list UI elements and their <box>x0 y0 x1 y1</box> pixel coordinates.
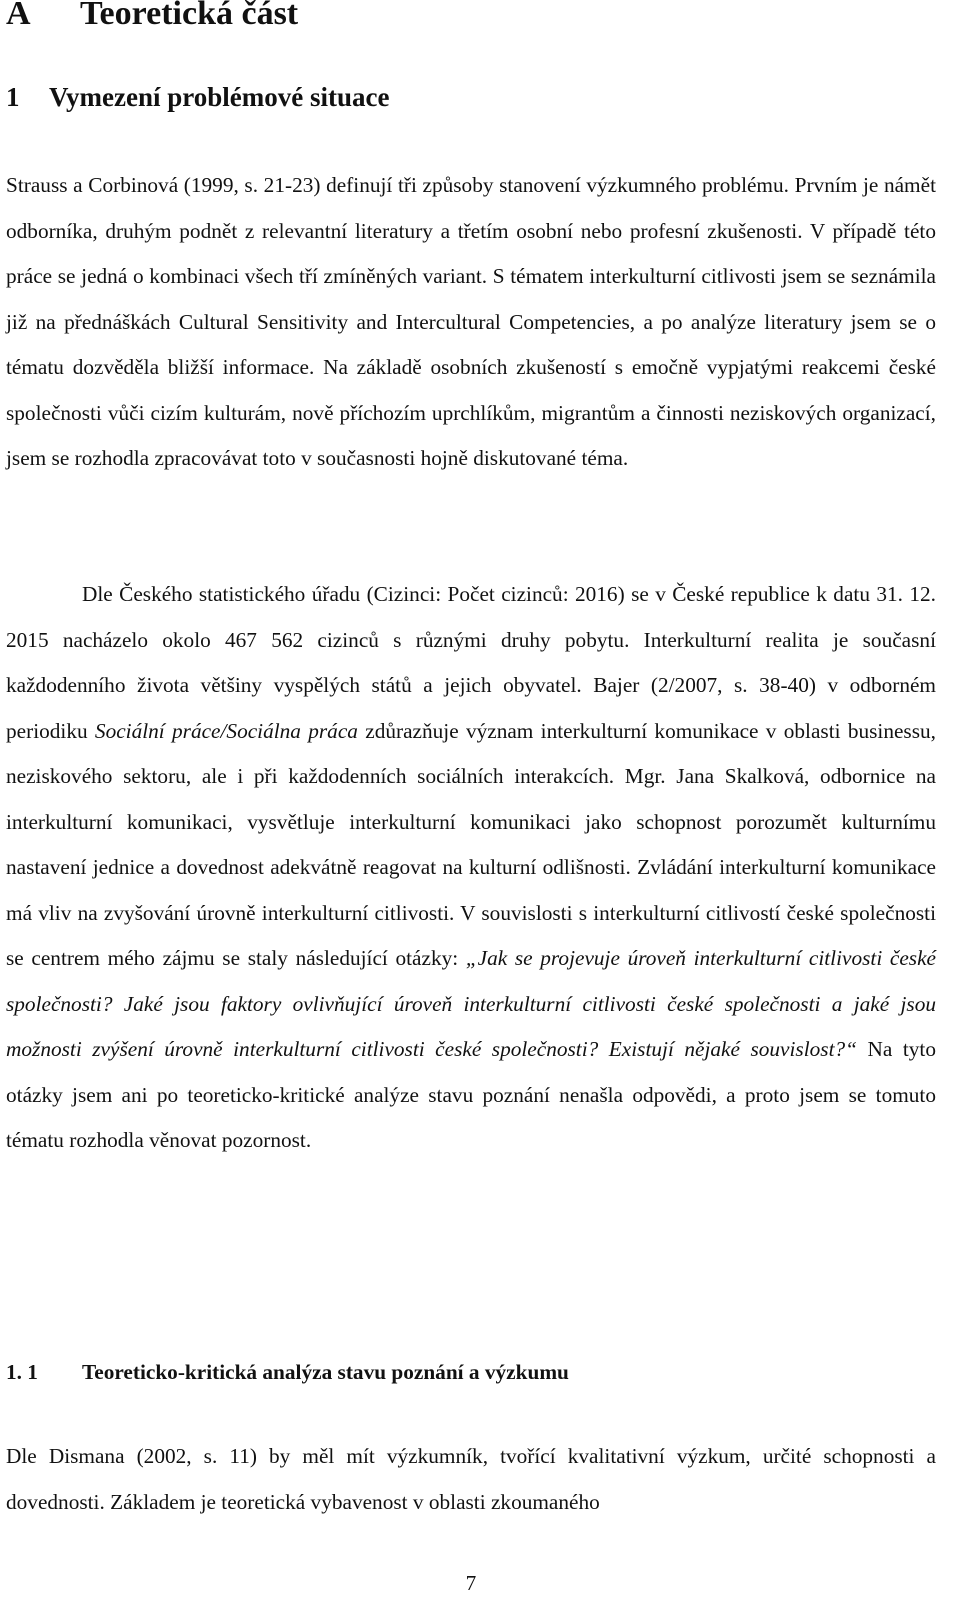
paragraph-disman: Dle Dismana (2002, s. 11) by měl mít výzkumník, tvořící kvalitativní výzkum, určité schopnosti a dovednosti. Základem je teoretická vybavenost v oblasti zkoumaného <box>6 1444 936 1514</box>
paragraph-statistics-text-c: Na tyto otázky jsem ani po teoreticko-kritické analýze stavu poznání nenašla odpovědi, a proto jsem se tomuto tématu rozhodla věnovat pozornost. <box>6 1037 936 1152</box>
part-heading <box>6 0 298 34</box>
paragraph-statistics-text-b: zdůrazňuje význam interkulturní komunikace v oblasti businessu, neziskového sektoru, ale i při každodenních sociálních interakcích. Mgr. Jana Skalková, odbornice na interkulturní komunikaci, vysvětluje interkulturní komunikaci jako schopnost porozumět kulturnímu nastavení jednice a dovednost adekvátně reagovat na kulturní odlišnosti. Zvládání interkulturní komunikace má vliv na zvyšování úrovně interkulturní citlivosti. V souvislosti s interkulturní citlivostí české společnosti se centrem mého zájmu se staly následující otázky: <box>6 718 936 970</box>
periodical-title: Sociální práce/Sociálna práca <box>94 718 358 743</box>
part-number: A <box>6 0 31 32</box>
paragraph-statistics-text-a: Dle Českého statistického úřadu (Cizinci: Počet cizinců: 2016) se v České republice k datu 31. 12. 2015 nacházelo okolo 467 562 cizinců s různými druhy pobytu. Interkulturní realita je současní každodenního života většiny vyspělých států a jejich obyvatel. Bajer (2/2007, s. 38-40) v odborném periodiku <box>6 582 936 743</box>
research-questions: „Jak se projevuje úroveň interkulturní citlivosti české společnosti? Jaké jsou faktory ovlivňující úroveň interkulturní citlivosti české společnosti a jaké jsou možnosti zvýšení úrovně interkulturní citlivosti české společnosti? Existují nějaké souvislost?“ <box>6 946 936 1061</box>
paragraph-statistics <box>6 572 936 1164</box>
paragraph-intro: Strauss a Corbinová (1999, s. 21-23) definují tři způsoby stanovení výzkumného problému. Prvním je námět odborníka, druhým podnět z relevantní literatury a třetím osobní nebo profesní zkušenosti. V případě této práce se jedná o kombinaci všech tří zmíněných variant. S tématem interkulturní citlivosti jsem se seznámila již na přednáškách Cultural Sensitivity and Intercultural Competencies, a po analýze literatury jsem se o tématu dozvěděla bližší informace. Na základě osobních zkušeností s emočně vypjatými reakcemi české společnosti vůči cizím kulturám, nově příchozím uprchlíkům, migrantům a činnosti neziskových organizací, jsem se rozhodla zpracovávat toto v současnosti hojně diskutované téma. <box>6 173 936 470</box>
section-number: 1. 1 <box>6 1360 38 1384</box>
chapter-heading <box>6 80 389 114</box>
chapter-number: 1 <box>6 82 20 112</box>
part-title: Teoretická část <box>80 0 299 32</box>
chapter-title: Vymezení problémové situace <box>49 82 390 112</box>
section-title: Teoreticko-kritická analýza stavu poznání a výzkumu <box>82 1360 569 1384</box>
section-heading <box>6 1355 569 1389</box>
page-number: 7 <box>465 1571 477 1595</box>
